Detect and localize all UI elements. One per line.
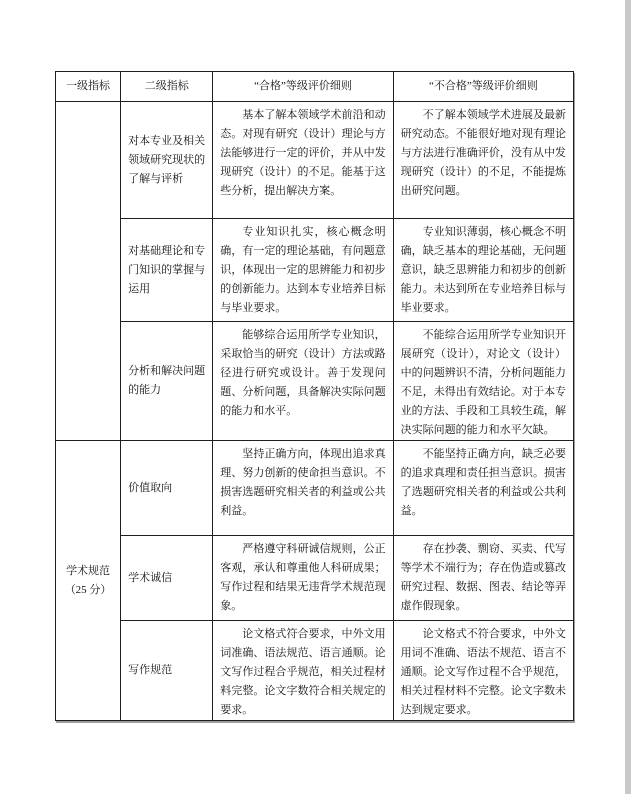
header-pass-criteria: “合格”等级评价细则 (213, 72, 393, 102)
level2-cell: 对基础理论和专门知识的掌握与运用 (121, 219, 213, 322)
level2-cell: 对本专业及相关领域研究现状的了解与评析 (121, 102, 213, 219)
page-right-edge (625, 0, 631, 794)
pass-cell: 专业知识扎实，核心概念明确，有一定的理论基础，有问题意识，体现出一定的思辨能力和初步的创新能力。达到本专业培养目标与毕业要求。 (213, 219, 393, 322)
pass-cell: 基本了解本领域学术前沿和动态。对现有研究（设计）理论与方法能够进行一定的评价，并从中发现研究（设计）的不足。能基于这些分析，提出解决方案。 (213, 102, 393, 219)
level2-cell: 价值取向 (121, 441, 213, 536)
table-row (56, 102, 574, 219)
pass-cell: 论文格式符合要求，中外文用词准确、语法规范、语言通顺。论文写作过程合乎规范，相关过程材料完整。论文字数符合相关规定的要求。 (213, 621, 393, 721)
header-level2: 二级指标 (121, 72, 213, 102)
pass-cell: 能够综合运用所学专业知识，采取恰当的研究（设计）方法或路径进行研究或设计。善于发现问题、分析问题，具备解决实际问题的能力和水平。 (213, 322, 393, 441)
fail-cell: 专业知识薄弱，核心概念不明确，缺乏基本的理论基础，无问题意识，缺乏思辨能力和初步的创新能力。未达到所在专业培养目标与毕业要求。 (393, 219, 573, 322)
fail-cell: 存在抄袭、剽窃、买卖、代写等学术不端行为；存在伪造或篡改研究过程、数据、图表、结论等弄虚作假现象。 (393, 536, 573, 621)
table-row (56, 441, 574, 536)
level2-cell: 写作规范 (121, 621, 213, 721)
level1-label: 学术规范 (66, 564, 111, 577)
fail-cell: 不了解本领域学术进展及最新研究动态。不能很好地对现有理论与方法进行准确评价，没有从中发现研究（设计）的不足，不能提炼出研究问题。 (393, 102, 573, 219)
header-level1: 一级指标 (56, 72, 121, 102)
table-header-row (56, 72, 574, 102)
table-row (56, 621, 574, 721)
fail-cell: 不能坚持正确方向，缺乏必要的追求真理和责任担当意识。损害了选题研究相关者的利益或公共利益。 (393, 441, 573, 536)
table-row (56, 322, 574, 441)
level1-score: （25 分） (64, 583, 112, 596)
header-fail-criteria: “不合格”等级评价细则 (393, 72, 573, 102)
table-row (56, 536, 574, 621)
level1-cell-academic-norms (56, 441, 121, 721)
fail-cell: 不能综合运用所学专业知识开展研究（设计），对论文（设计）中的问题辨识不清，分析问题能力不足，未得出有效结论。对于本专业的方法、手段和工具较生疏，解决实际问题的能力和水平欠缺。 (393, 322, 573, 441)
pass-cell: 严格遵守科研诚信规则，公正客观，承认和尊重他人科研成果；写作过程和结果无违背学术规范现象。 (213, 536, 393, 621)
level2-cell: 学术诚信 (121, 536, 213, 621)
evaluation-rubric-table (55, 71, 574, 721)
pass-cell: 坚持正确方向，体现出追求真理、努力创新的使命担当意识。不损害选题研究相关者的利益或公共利益。 (213, 441, 393, 536)
table-row (56, 219, 574, 322)
level1-cell-empty (56, 102, 121, 441)
fail-cell: 论文格式不符合要求，中外文用词不准确、语法不规范、语言不通顺。论文写作过程不合乎规范，相关过程材料不完整。论文字数未达到规定要求。 (393, 621, 573, 721)
level2-cell: 分析和解决问题的能力 (121, 322, 213, 441)
